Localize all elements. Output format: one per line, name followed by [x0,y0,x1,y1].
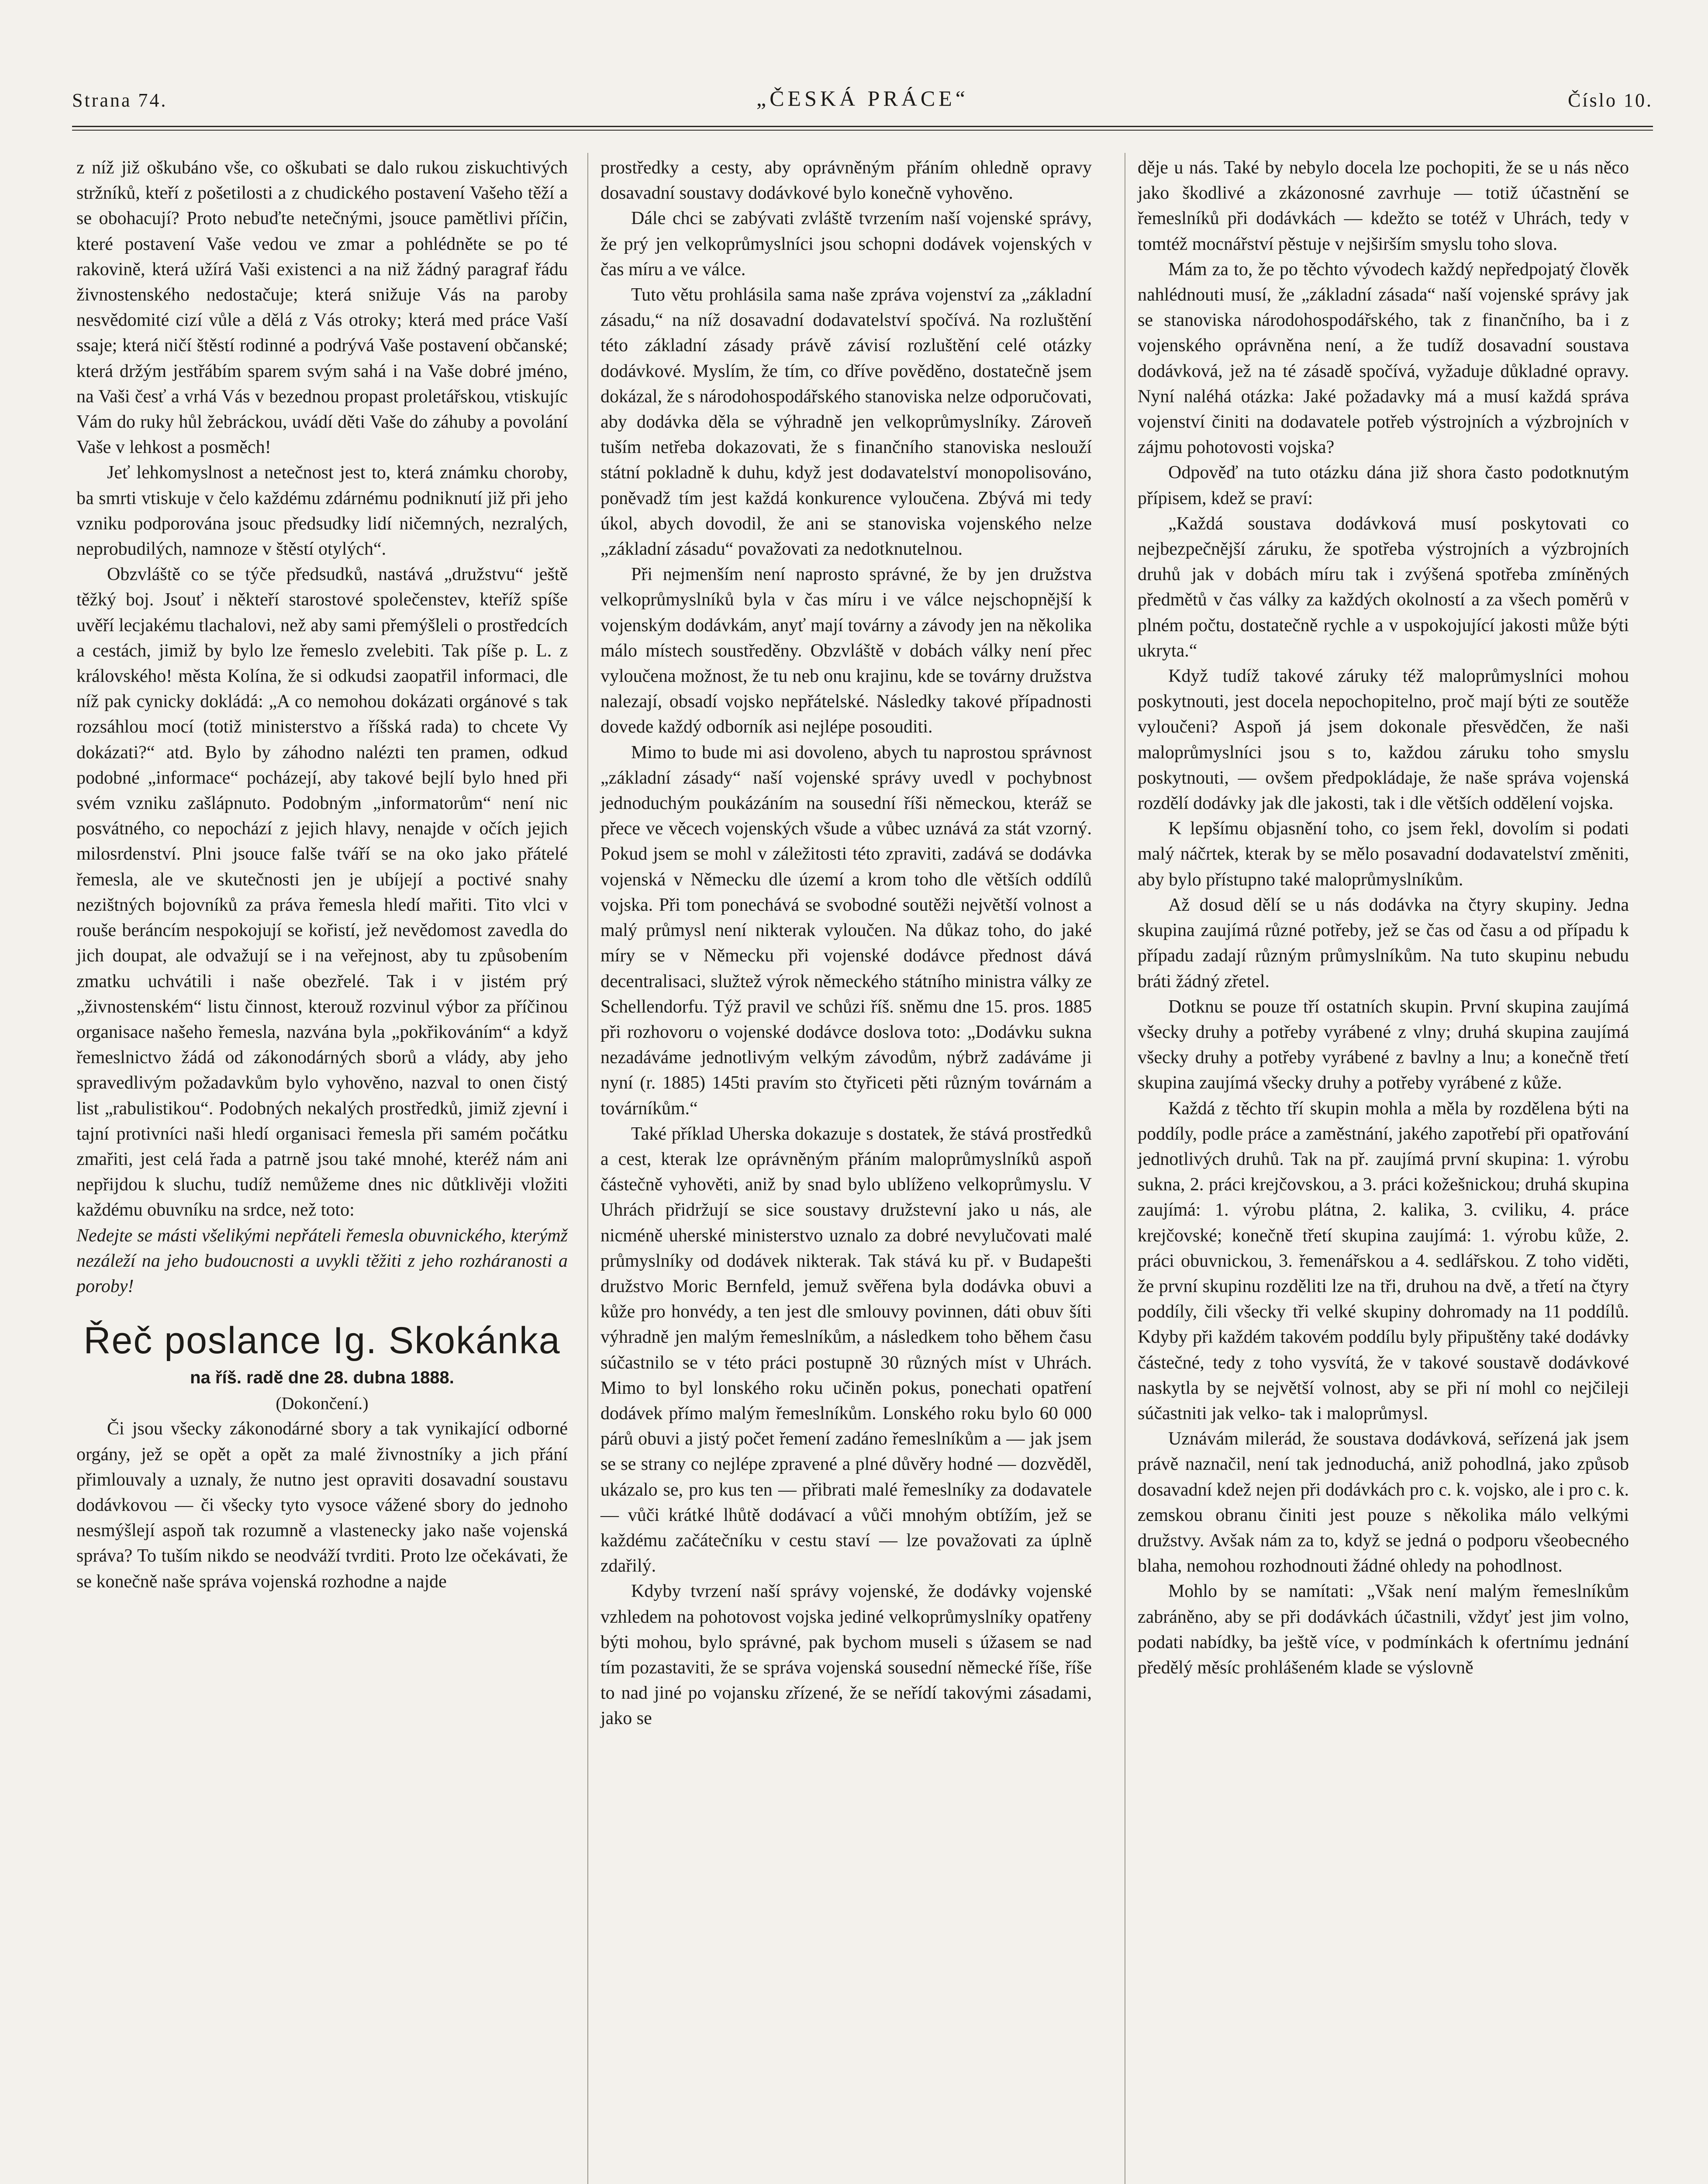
paragraph: Při nejmenším není naprosto správné, že by jen družstva velkoprůmyslníků byla v čas míru i ve válce nejschopnější k vojenským dodávkám, anyť mají továrny a závody jen na několika málo místech soustředěny. Obzvláště v dobách války není přec vyloučena možnost, že tu neb onu krajinu, kde se továrny družstva nalezají, obsadí vojsko nepřátelské. Následky takové případnosti dovede každý odborník asi nejlépe posouditi. [600,564,1092,737]
paragraph: Když tudíž takové záruky též maloprůmyslníci mohou poskytnouti, jest docela nepochopitelno, proč mají býti ze soutěže vyloučeni? Aspoň já jsem dokonale přesvědčen, že naši maloprůmyslníci jsou s to, každou záruku toho smyslu poskytnouti, — ovšem předpokládaje, že naše správa vojenská rozdělí dodávky jak dle jakosti, tak i dle větších oddělení vojska. [1138,666,1629,814]
paragraph: děje u nás. Také by nebylo docela lze pochopiti, že se u nás něco jako škodlivé a zkázonosné zavrhuje — totiž účastnění se řemeslníků při dodávkách — kdežto se totéž v Uhrách, tedy v tomtéž mocnářství pěstuje v nejširším smyslu toho slova. [1138,158,1629,254]
page-header [72,86,1653,121]
paragraph: Mimo to bude mi asi dovoleno, abych tu naprostou správnost „základní zásady“ naší vojenské správy uvedl v pochybnost jednoduchým poukázáním na sousední říši německou, kteráž se přece ve věcech vojenských všude a vůbec uznává za stát vzorný. Pokud jsem se mohl v záležitosti této zpraviti, zadává se dodávka vojenská v Německu dle území a krom toho dle větších oddílů vojska. Při tom ponechává se svobodné soutěži největší volnost a malý průmysl není nikterak vyloučen. Na důkaz toho, do jaké míry se v Německu při vojenské dodávce přednost dává decentralisaci, služtež výrok německého státního ministra války ze Schellendorfu. Týž pravil ve schůzi říš. sněmu dne 15. pros. 1885 při rozhovoru o vojenské dodávce doslova toto: „Dodávku sukna nezadáváme jednotlivým velkým závodům, nýbrž zadáváme ji nyní (r. 1885) 145ti pravím sto čtyřiceti pěti různým továrnám a továrníkům.“ [600,742,1092,1119]
paragraph: Až dosud dělí se u nás dodávka na čtyry skupiny. Jedna skupina zaujímá různé potřeby, jež se čas od času a od případu k případu zadají různým průmyslníkům. Na tuto skupinu nebudu bráti žádný zřetel. [1138,895,1629,992]
column-3 [1138,155,1629,1680]
paragraph: Mám za to, že po těchto vývodech každý nepředpojatý člověk nahlédnouti musí, že „základní zásada“ naší vojenské správy jak se stanoviska národohospodářského, tak z finančního, ba i z vojenského oprávněna není, a že tudíž dosavadní soustava dodávková, jež na té zásadě spočívá, vyžaduje důkladné opravy. Nyní naléhá otázka: Jaké požadavky má a musí každá správa vojenství činiti na dodavatele potřeb výstrojních a výzbrojních v zájmu pohotovosti vojska? [1138,259,1629,458]
article-subtitle: na říš. radě dne 28. dubna 1888. [190,1368,454,1388]
column-1 [76,155,568,1594]
issue-number: Číslo 10. [1568,90,1653,111]
paragraph: z níž již oškubáno vše, co oškubati se dalo rukou ziskuchtivých stržníků, kteří z pošetilosti a z chudického postavení Vašeho těží a se obohacují? Proto nebuďte netečnými, jsouce pamětlivi příčin, které postavení Vaše vedou ve zmar a pohlédněte se po té rakovině, která užírá Vaši existenci a na niž žádný paragraf řádu živnostenského nedostačuje; která snižuje Vás na paroby nesvědomité cizí vůle a dělá z Vás otroky; která med práce Vaší ssaje; která ničí štěstí rodinné a podrývá Vaše postavení občanské; která držým jestřábím sparem svým sahá i na Vaše dobré jméno, na Vaši česť a vrhá Vás v bezednou propast proletářskou, vtiskujíc Vám do ruky hůl žebráckou, uvádí děti Vaše do záhuby a povolání Vaše v lehkost a posměch! [76,158,568,458]
journal-title: „ČESKÁ PRÁCE“ [756,86,969,111]
paragraph: Odpověď na tuto otázku dána již shora často podotknutým přípisem, kdež se praví: [1138,463,1629,508]
paragraph: Jeť lehkomyslnost a netečnost jest to, která známku choroby, ba smrti vtiskuje v čelo každému zdárnému podniknutí již při jeho vzniku podporována jsouc předsudky lidí ničemných, nezralých, neprobudilých, namnoze v štěstí otylých“. [76,463,568,560]
continuation-note: (Dokončení.) [276,1393,369,1413]
paragraph: Či jsou všecky zákonodárné sbory a tak vynikající odborné orgány, jež se opět a opět za malé živnostníky a jich přání přimlouvaly a uznaly, že nutno jest opraviti dosavadní soustavu dodávkovou — či všecky tyto vysoce vážené sbory do jednoho nesmýšlejí aspoň tak rozumně a vlastenecky jako naše vojenská správa? To tuším nikdo se neodváží tvrditi. Proto lze očekávati, že se konečně naše správa vojenská rozhodne a najde [76,1419,568,1592]
paragraph: Dotknu se pouze tří ostatních skupin. První skupina zaujímá všecky druhy a potřeby vyrábené z vlny; druhá skupina zaujímá všecky druhy a potřeby vyrábené z bavlny a lnu; a konečně třetí skupina zaujímá všecky druhy a potřeby vyrábené z kůže. [1138,996,1629,1093]
paragraph: Tuto větu prohlásila sama naše zpráva vojenství za „základní zásadu,“ na níž dosavadní dodavatelství spočívá. Na rozluštění této základní zásady právě závisí rozluštění celé otázky dodávkové. Myslím, že tím, co dříve pověděno, dostatečně jsem dokázal, že s národohospodářského stanoviska nelze odporučovati, aby dodávka děla se výhradně jen velkoprůmyslníky. Zároveň tuším netřeba dokazovati, že s finančního stanoviska neslouží státní pokladně k duhu, když jest dodavatelství monopolisováno, poněvadž tím jest každá konkurence vyloučena. Zbývá mi tedy úkol, abych dovodil, že ani se stanoviska vojenského nelze „základní zásadu“ považovati za nedotknutelnou. [600,285,1092,560]
paragraph: Mohlo by se namítati: „Však není malým řemeslníkům zabráněno, aby se při dodávkách účastnili, vždyť jest jim volno, podati nabídky, ba ještě více, v podmínkách k ofertnímu jednání předělý měsíc prohlášeném klade se výslovně [1138,1581,1629,1678]
closing-italic-appeal: Nedejte se másti všelikými nepřáteli řemesla obuvnického, kterýmž nezáleží na jeho budoucnosti a uvykli těžiti z jeho rozháranosti a poroby! [76,1225,568,1296]
paragraph: „Každá soustava dodávková musí poskytovati co nejbezpečnější záruku, že spotřeba výstrojních a výzbrojních druhů jak v dobách míru tak i zvýšená spotřeba zmíněných předmětů v čas války za každých okolností a za všech poměrů v plném počtu, dostatečně rychle a v uspokojující jakosti může býti ukryta.“ [1138,513,1629,661]
paragraph: Kdyby tvrzení naší správy vojenské, že dodávky vojenské vzhledem na pohotovost vojska jediné velkoprůmyslníky opatřeny býti mohou, bylo správné, pak bychom museli s úžasem se nad tím pozastaviti, že se správa vojenská sousední německé říše, říše to nad jiné po vojansku zřízené, že se neřídí takovými zásadami, jako se [600,1581,1092,1729]
paragraph: Uznávám milerád, že soustava dodávková, seřízená jak jsem právě naznačil, není tak jednoduchá, aniž pohodlná, jako způsob dosavadní kdež nejen při dodávkách pro c. k. vojsko, ale i pro c. k. zemskou obranu činiti jest pouze s několika málo velkými družstvy. Avšak nám za to, když se jedná o podporu všeobecného blaha, nemohou rozhodnouti žádné ohledy na pohodlnost. [1138,1429,1629,1576]
column-divider [587,153,588,2184]
column-2 [600,155,1092,1731]
paragraph: Dále chci se zabývati zvláště tvrzením naší vojenské správy, že prý jen velkoprůmyslníci jsou schopni dodávek vojenských v čas míru a ve válce. [600,208,1092,280]
paragraph: Obzvláště co se týče předsudků, nastává „družstvu“ ještě těžký boj. Jsouť i někteří starostové společenstev, kteříž spíše uvěří lecjakému tlachalovi, než aby sami přemýšleli o prostředcích a cestách, jimiž by bylo lze řemeslo zvelebiti. Tak píše p. L. z královského! města Kolína, že si odkudsi zaopatřil informaci, dle níž pak cynicky dokládá: „A co nemohou dokázati orgánové s tak rozsáhlou mocí (totiž ministerstvo a říšská rada) to chcete Vy dokázati?“ atd. Bylo by záhodno nalézti ten pramen, odkud podobné „informace“ pocházejí, aby takové bejlí bylo hned při svém vzniku zašlápnuto. Podobným „informatorům“ není nic posvátného, co nepochází z jejich hlavy, nenajde v očích jejich milosrdenství. Plni jsouce falše tváří se na oko jako přátelé řemesla, ale ve skutečnosti jen je ubíjejí a poctivé snahy nezištných bojovníků za práva řemesla hledí mařiti. Tito vlci v rouše beráncím nespokojují se kořistí, jež nevědomost zavedla do jich doupat, ale odvažují se i na veřejnost, aby tu způsobením zmatku uchvátili i naše obezřelé. Tak i v jistém prý „živnostenském“ listu činnost, kterouž rozvinul výbor za příčinou organisace našeho řemesla, nazvána byla „pokřikováním“ a když řemeslnictvo žádá od zákonodárných sborů a vlády, aby jeho spravedlivým požadavkům bylo vyhověno, nazval to onen čistý list „rabulistikou“. Podobných nekalých prostředků, jimiž zjevní i tajní protivníci naši hledí organisaci řemesla při samém počátku zmařiti, jest celá řada a patrně jsou také mnohé, kteréž nám ani nepřijdou k sluchu, tudíž nemůžeme dnes nic důtklivěji vložiti každému obuvníku na srdce, než toto: [76,564,568,1220]
paragraph: prostředky a cesty, aby oprávněným přáním ohledně opravy dosavadní soustavy dodávkové bylo konečně vyhověno. [600,158,1092,204]
paragraph: K lepšímu objasnění toho, co jsem řekl, dovolím si podati malý náčrtek, kterak by se mělo posavadní dodavatelství změniti, aby bylo přístupno také maloprůmyslníkům. [1138,819,1629,890]
paragraph: Také příklad Uherska dokazuje s dostatek, že stává prostředků a cest, kterak lze oprávněným přáním maloprůmyslníků aspoň částečně vyhověti, aniž by snad bylo ublíženo velkoprůmyslu. V Uhrách přidržují se sice soustavy družstevní jako u nás, ale nicméně uherské ministerstvo uznalo za dobré nevylučovati malé průmyslníky od dodávek nikterak. Tak stává ku př. v Budapešti družstvo Moric Bernfeld, jemuž svěřena byla dodávka obuvi a kůže pro honvédy, a ten jest dle smlouvy povinnen, dáti obuv šíti výhradně jen malým řemeslníkům, a následkem toho během času súčastnilo se v této práci postupně 30 různých míst v Uhrách. Mimo to byl lonského roku učiněn pokus, ponechati opatření dodávek přímo malým řemeslníkům. Lonského roku bylo 60 000 párů obuvi a jistý počet řemení zadáno řemeslníkům a — jak jsem se se strany co nejlépe zpravené a plné důvěry hodné — dozvěděl, ukázalo se, pro kus ten — přibrati malé řemeslníky za dodavatele — vůči krátké lhůtě dodávací a vůči mnohým obtížím, jež se každému začátečníku v cestu staví — lze považovati za úplně zdařilý. [600,1123,1092,1576]
header-rule [72,126,1653,131]
page-number: Strana 74. [72,90,168,111]
article-title: Řeč poslance Ig. Skokánka [83,1320,561,1362]
paragraph: Každá z těchto tří skupin mohla a měla by rozdělena býti na poddíly, podle práce a zaměstnání, jakého zapotřebí při opatřování jednotlivých druhů. Tak na př. zaujímá první skupina: 1. výrobu sukna, 2. práci krejčovskou, a 3. práci kožešnickou; druhá skupina zaujímá: 1. výrobu plátna, 2. kalika, 3. cviliku, 4. práce krejčovské; konečně třetí skupina zaujímá: 1. výrobu kůže, 2. práci obuvnickou, 3. řemenářskou a 4. sedlářskou. Z toho viděti, že první skupinu rozděliti lze na tři, druhou na dvě, a třetí na čtyry poddíly, čili všecky tři velké skupiny dohromady na 11 poddílů. Kdyby při každém takovém poddílu byly připuštěny také dodávky částečné, tedy z toho vysvítá, že v takové soustavě dodávkové naskytla by se největší volnost, aby se při ní mohl co nejčileji súčastniti jak velko- tak i maloprůmysl. [1138,1098,1629,1424]
